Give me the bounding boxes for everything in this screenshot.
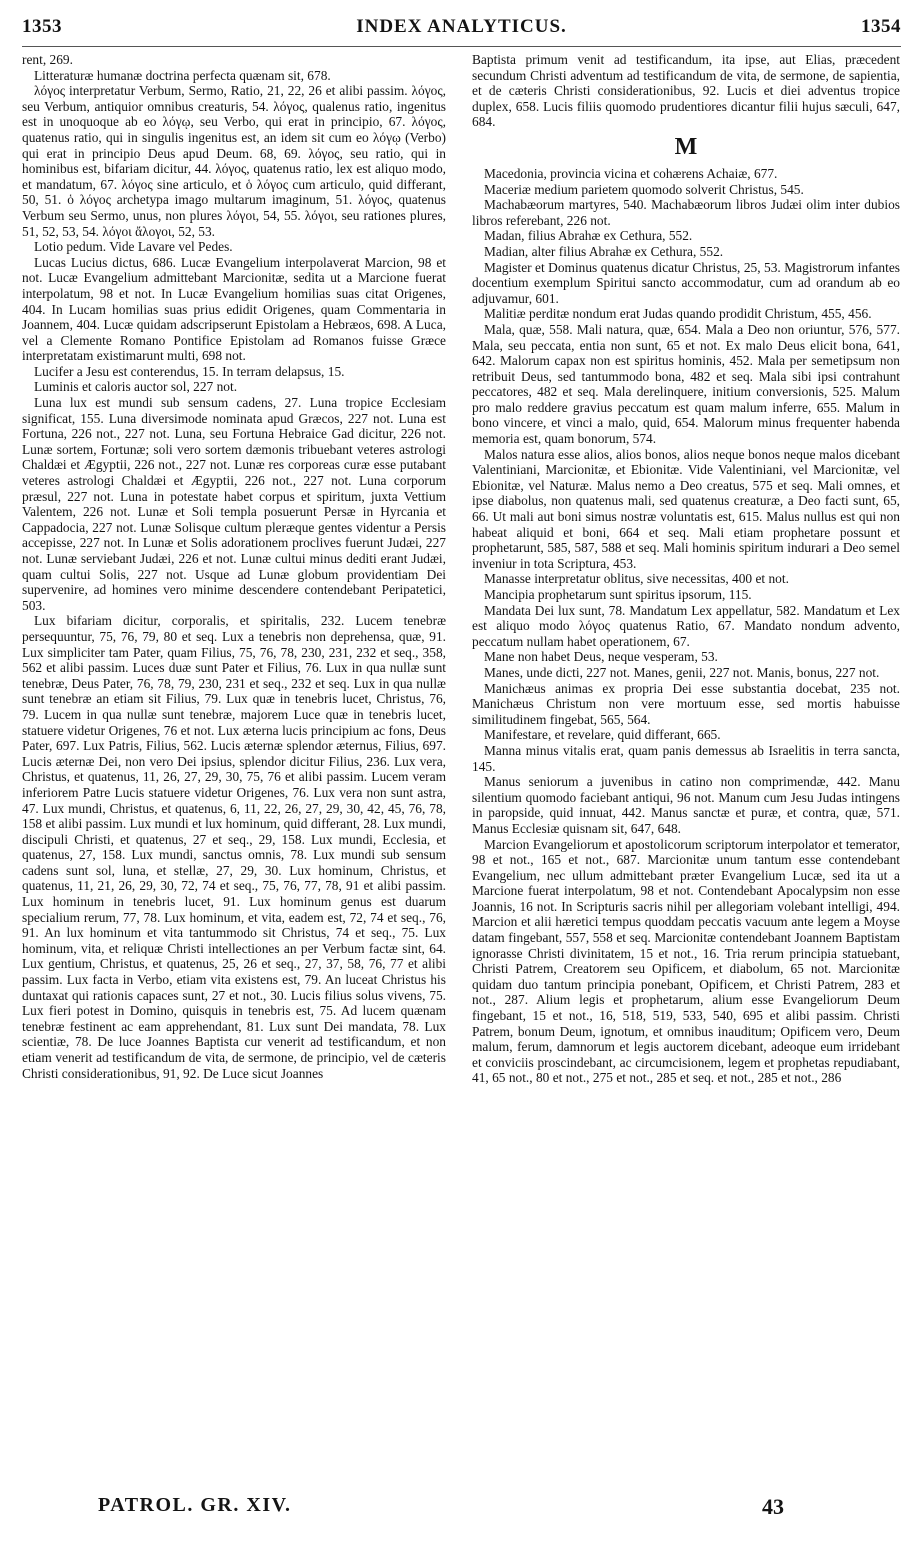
index-entry: Mane non habet Deus, neque vesperam, 53. xyxy=(484,649,718,665)
index-entry: Litteraturæ humanæ doctrina perfecta quænam sit, 678. xyxy=(34,67,331,83)
left-column-number: 1353 xyxy=(22,16,62,37)
index-entry: Mandata Dei lux sunt, 78. Mandatum Lex appellatur, 582. Mandatum et Lex est aliquo modo λόγος quatenus Ratio, 67. Mandato nondum advento, peccatum nullam habet operationem, 67. xyxy=(472,602,900,649)
footer-signature: PATROL. GR. XIV. xyxy=(98,1494,292,1516)
index-entry: rent, 269. xyxy=(22,52,73,67)
index-entry: Macedonia, provincia vicina et cohærens Achaiæ, 677. xyxy=(484,165,778,181)
index-entry: Manes, unde dicti, 227 not. Manes, genii, 227 not. Manis, bonus, 227 not. xyxy=(484,664,880,680)
index-entry: Manichæus animas ex propria Dei esse substantia docebat, 235 not. Manichæus Christum non vere mortuum esse, sed mortis habuisse similitudinem fingebat, 565, 564. xyxy=(472,680,900,727)
index-entry: Malitiæ perditæ nondum erat Judas quando prodidit Christum, 455, 456. xyxy=(484,306,872,322)
index-entry: Manus seniorum a juvenibus in catino non comprimendæ, 442. Manu silentium quomodo faciebant antiqui, 96 not. Manum cum Jesu Judas intingens in paropside, quid innuat, 442. Manus sanctæ et puræ, et contra, quæ, 571. Manus Ecclesiæ quisnam sit, 647, 648. xyxy=(472,774,900,836)
index-entry: Manasse interpretatur oblitus, sive necessitas, 400 et not. xyxy=(484,571,789,587)
running-title: INDEX ANALYTICUS. xyxy=(356,16,567,37)
index-entry: Maceriæ medium parietem quomodo solverit Christus, 545. xyxy=(484,181,804,197)
index-entry: Manifestare, et revelare, quid differant, 665. xyxy=(484,727,721,743)
index-entry: Manna minus vitalis erat, quam panis demessus ab Israelitis in terra sancta, 145. xyxy=(472,742,900,774)
index-entry: Madian, alter filius Abrahæ ex Cethura, 552. xyxy=(484,243,724,259)
index-entry: Lucas Lucius dictus, 686. Lucæ Evangelium interpolaverat Marcion, 98 et not. Lucæ Evangelium admittebant Marcionitæ, sedita ut a Marcione fuerat interpolatum, 98 et not. In Lucæ Evangelium homilias suas citat Origenes, 404. In Lucam homilias suas prius edidit Origenes, quam Commentaria in Joannem, 404. Lucæ quidam adscripserunt Epistolam a Hebræos, 698. A Luca, vel a Clemente Romano Pontifice Epistolam ad Romanos fuisse Græce interpretatam existimarunt multi, 698 not. xyxy=(22,254,446,364)
index-entry: Marcion Evangeliorum et apostolicorum scriptorum interpolator et temerator, 98 et not., 165 et not., 687. Marcionitæ unum tantum esse contendebant Evangelium, nec ullum admittebant præter Evangelium Lucæ, sed ita ut a Marcione fuerat interpolatum, 98 et not. Contendebant Apocalypsim non esse Joannis, 16 not. In Scripturis sacris nihil per allegoriam volebant intelligi, 494. Marcion et alii hæretici tempus quoddam peccatis vacuum ante legem a Moyse datam fingebant, 557, 558 et seq. Marcionitæ contendebant Joannem Baptistam ignorasse Christi divinitatem, 15 et not., 16. Tria rerum principia statuebant, Christi Patrem, Creatorem seu Opificem, et diabolum, 65 not. Marcionitæ quidam duo tantum principia ponebant, Opificem, et Christi Patrem, 283 et not., 287. Alium legis et prophetarum, alium esse Evangeliorum Deum fingebant, 15 et not., 16, 518, 519, 533, 540, 695 et alibi passim. Christi Patrem, bonum Deum, ignotum, et omnibus inauditum; Opificem vero, Deum malum, ferum, damnorum et legis auctorem dicebant, adeoque eum irridebant et conviciis proscindebant, ac circumcisionem, legem et prophetas repudiabant, 41, 65 not., 80 et not., 275 et not., 285 et seq. et not., 285 et not., 286 xyxy=(472,836,900,1086)
footer-sheet-number: 43 xyxy=(762,1494,784,1519)
index-entry: Lotio pedum. Vide Lavare vel Pedes. xyxy=(34,239,233,255)
index-entry: λόγος interpretatur Verbum, Sermo, Ratio, 21, 22, 26 et alibi passim. λόγος, seu Verbum, antiquior omnibus creaturis, 54. λόγος, qualenus ratio, ingenitus est in unoquoque ab eo λόγῳ, seu Verbo, qui erat in principio, 67. λόγος, quatenus ratio, qui in singulis ingenitus est, an idem sit cum eo λόγῳ (Verbo) qui erat in principio Deus apud Deum. 68, 69. λόγος, seu ratio, qui in hominibus est, bifariam dicitur, 44. λόγος, quatenus ratio, lex est aliquo modo, et mandatum, 67. λόγος sine articulo, et ὁ λόγος cum articulo, quid differant, 50, 51. ὁ λόγος archetypa imago multarum imaginum, 51. λόγος, quatenus Verbum seu Sermo, unus, non plures λόγοι, 54, 55. λόγοι, seu rationes plures, 51, 52, 53, 54. λόγοι ἄλογοι, 52, 53. xyxy=(22,83,446,239)
index-entry: Malos natura esse alios, alios bonos, alios neque bonos neque malos dicebant Valentiniani, Marcionitæ, et Ebionitæ. Vide Valentiniani, vel Marcionitæ, vel Ebionitæ, vel Naturæ. Malus nemo a Deo creatus, 575 et seq. Mali omnes, et ipse diabolus, non quatenus mali, sed quatenus creaturæ, a Deo facti sunt, 65, 66. Ut mali aut boni simus nostræ voluntatis est, 615. Malus nullus est qui non habeat aliquid et boni, 664 et seq. Mali etiam prophetare possunt et prophetarunt, 585, 587, 588 et seq. Mali hominis spiritum indurari a Deo semel inveniur in tota Scriptura, 453. xyxy=(472,446,900,571)
index-entry: Baptista primum venit ad testificandum, ita ipse, aut Elias, præcedent secundum Christi adventum ad testificandum de vita, de sermone, de sapientia, et de cæteris Christi considerationibus, 92. Lucis et diei adventus tropice duplex, 658. Lucis filiis quomodo prudentiores dicantur filii hujus sæculi, 647, 684. xyxy=(472,52,900,130)
section-letter-heading: M xyxy=(674,133,698,160)
index-entry: Lux bifariam dicitur, corporalis, et spiritalis, 232. Lucem tenebræ persequuntur, 75, 76, 79, 80 et seq. Lux a tenebris non deprehensa, quæ, 91. Lux simpliciter tam Pater, quam Filius, 75, 76, 78, 230, 231, 232 et seq., 358, 562 et alibi passim. Luces duæ sunt Pater et Filius, 76. Lux in qua nullæ sunt tenebræ, Deus Pater, 76, 78, 79, 230, 231 et seq., 232 et seq. Lux in qua nullæ sunt tenebræ an etiam sit Filius, 79. Lux quæ in tenebris lucet, Christus, 76, 79. Lucem in qua nullæ sunt tenebræ, majorem Luce quæ in tenebris lucet, statuere videtur Origenes, 76 et not. Lux æterna lucis principium ac fons, Deus Pater, 697. Lux Patris, Filius, 562. Lucis æternæ splendor æternus, Filius, 697. Lucis æternæ Dei, non vero Dei ipsius, splendor dicitur Filius, 236. Lux vera, Christus, et quatenus, 11, 26, 27, 29, 30, 75, 76 et alibi passim. Lucem veram inferiorem Patre Lucis statuere videtur Origenes, 76. Lux vera non sunt astra, 47. Lux mundi, Christus, et quatenus, 6, 11, 22, 26, 27, 29, 30, 42, 45, 76, 78, 158 et alibi passim. Lux mundi et lux hominum, quid differant, 28. Lux mundi, discipuli Christi, et quatenus, 27 et seq., 29, 158. Lux mundi, Ecclesia, et quatenus, 27, 158. Lux mundi, sanctus omnis, 78. Lux mundi sub sensum cadens sunt sol, luna, et stellæ, 27, 29, 30. Lux hominum, Christus, et quatenus, 11, 21, 26, 29, 30, 72, 74 et seq., 75, 76, 77, 78, 91 et alibi passim. Lux hominum in tenebris lucet, 91. Lux hominum genus est duarum specialium rerum, 77, 78. Lux hominum, et vita, eadem est, 72, 74 et seq., 76, 91. An lux hominum et vita tantummodo sit Christus, 74 et seq., 75. Lux hominum, vita, et reliquæ Christi intellectiones an per Verbum factæ sint, 64. Lux gentium, Christus, et quatenus, 25, 26 et seq., 27, 37, 58, 76, 77 et alibi passim. Lux facta in Verbo, etiam vita existens est, 79. An luceat Christus his duntaxat qui rationis capaces sunt, 27 et not., 30. Lucis filius solus vivens, 75. Lux fieri potest in Domino, quisquis in tenebris est, 75. Ad lucem quænam tenebræ festinent ac eam apprehendant, 81. Lux sunt Dei mandata, 78. Lux scientiæ, 78. De luce Joannes Baptista cur venerit ad testificandum, et non etiam venerit ad testificandum de vita, de sermone, de principio, vel de cæteris Christi considerationibus, 91, 92. De Luce sicut Joannes xyxy=(22,613,446,1081)
index-entry: Lucifer a Jesu est conterendus, 15. In terram delapsus, 15. xyxy=(34,363,345,379)
index-entry: Machabæorum martyres, 540. Machabæorum libros Judæi olim inter dubios libros referebant, 226 not. xyxy=(472,197,900,228)
right-column-continuation xyxy=(472,52,900,130)
index-entry: Mancipia prophetarum sunt spiritus ipsorum, 115. xyxy=(484,587,752,602)
right-column-entries xyxy=(472,166,900,1086)
index-entry: Madan, filius Abrahæ ex Cethura, 552. xyxy=(484,228,693,244)
index-entry: Mala, quæ, 558. Mali natura, quæ, 654. Mala a Deo non oriuntur, 576, 577. Mala, seu peccata, entia non sunt, 65 et not. Ex malo Deus elicit bona, 641, 642. Malorum capax non est spiritus hominis, 452. Mala per semetipsum non retribuit Deus, sed tantummodo bona, 482 et seq. Mala sibi ipsi contrahunt peccatores, 482 et seq. Mala derelinquere, initium conversionis, 525. Malum pro malo reddere gravius peccatum est quam malum inferre, 655. Malum in bono vincere, et vinci a malo, quid, 654. Malorum minus frequenter habenda memoria est, quam bonorum, 574. xyxy=(472,321,900,447)
index-entry: Magister et Dominus quatenus dicatur Christus, 25, 53. Magistrorum infantes docentium exemplum Spiritui sancto accommodatur, cum ad orandum ab eo adjuvamur, 601. xyxy=(472,259,900,306)
left-column xyxy=(22,52,446,1492)
right-column xyxy=(472,52,900,1492)
page-header xyxy=(22,16,901,40)
index-entry: Luna lux est mundi sub sensum cadens, 27. Luna tropice Ecclesiam significat, 155. Luna diversimode nominata apud Græcos, 227 not. Luna est Fortuna, 226 not., 227 not. Luna, seu Fortuna Hebraice Gad dicitur, 226 not. Lunæ sortem, Fortunæ; soli vero sortem dæmonis tribuebant veteres astrologi Chaldæi et Ægyptii, 226 not., 227 not. Lunæ res corporeas curæ esse putabant veteres astrologi Chaldæi et Ægyptii, 226 not., 227 not. Luna corporum præsul, 227 not. Luna in potestate habet corpus et spiritum, juxta Vettium Valentem, 226 not. Lunæ et Soli templa posuerunt Persæ in Hyrcania et Cappadocia, 227 not. Lunæ Solisque cultum pleræque gentes videntur a Persis accepisse, 227 not. In Lunæ et Solis adorationem proclives fuerunt Judæi, 227 not. Lunæ serviebant Judæi, 226 et not. Lunæ cultui minus dediti erant Judæi, quam cultui Solis, 227 not. Usque ad Lunæ globum providentiam Dei supervenire, ad homines vero minime descendere contendebant Peripatetici, 503. xyxy=(22,395,446,613)
header-rule xyxy=(22,46,901,47)
index-entry: Luminis et caloris auctor sol, 227 not. xyxy=(34,379,238,395)
right-column-number: 1354 xyxy=(861,16,901,37)
